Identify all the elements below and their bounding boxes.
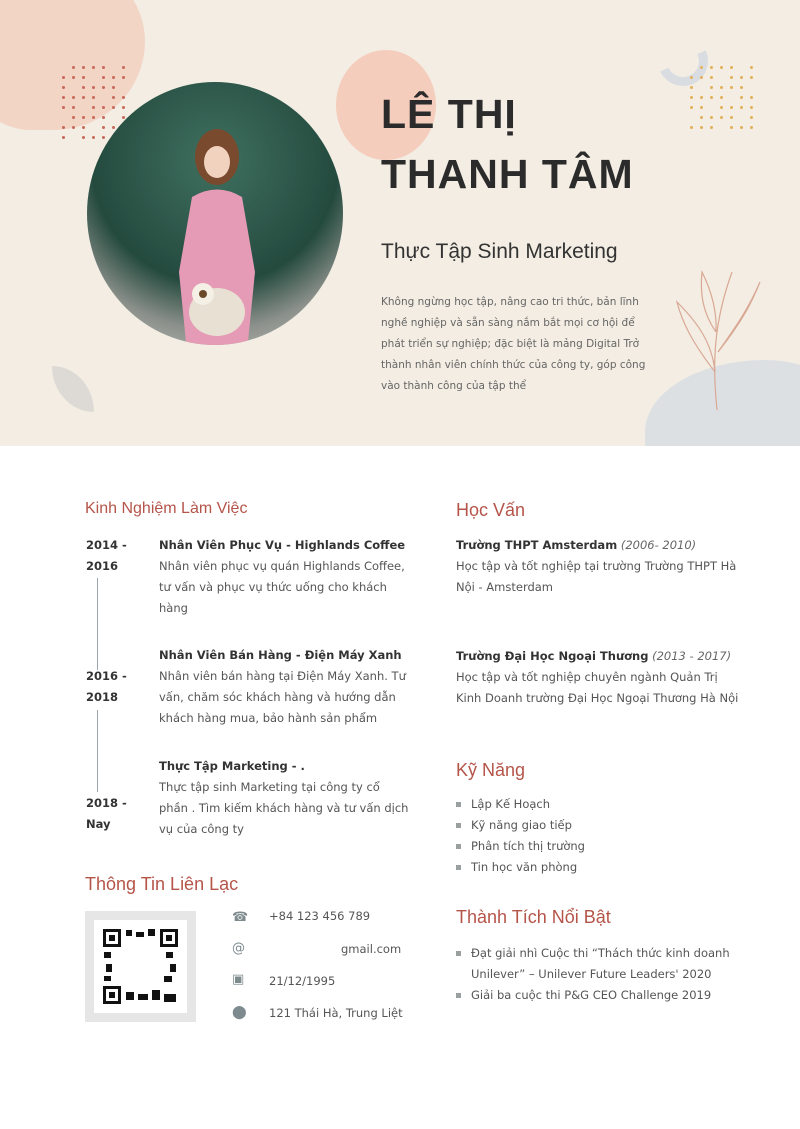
profile-photo <box>87 82 343 345</box>
decor-dot <box>750 66 753 69</box>
decor-dot <box>720 106 723 109</box>
decor-dot <box>740 76 743 79</box>
contact-dob: 21/12/1995 <box>269 974 336 988</box>
decor-dot <box>112 96 115 99</box>
decor-dot <box>72 66 75 69</box>
timeline-line <box>97 578 98 670</box>
location-pin-icon: ⬤ <box>232 1005 247 1020</box>
decor-dot <box>720 116 723 119</box>
decor-dot <box>700 86 703 89</box>
decor-dot <box>690 106 693 109</box>
decor-dot <box>92 96 95 99</box>
skills-heading: Kỹ Năng <box>456 760 526 780</box>
decor-dot <box>102 116 105 119</box>
decor-dot <box>122 86 125 89</box>
decor-dot <box>72 106 75 109</box>
decor-dot <box>720 76 723 79</box>
email-icon: @ <box>232 941 245 956</box>
decor-dot <box>700 116 703 119</box>
decor-dot <box>72 116 75 119</box>
decor-dot <box>112 86 115 89</box>
decor-dot <box>740 116 743 119</box>
phone-icon: ☎ <box>232 910 249 925</box>
decor-dot <box>62 66 65 69</box>
decor-dot <box>740 126 743 129</box>
decor-dot <box>82 126 85 129</box>
decor-dot <box>710 116 713 119</box>
decor-dot <box>82 86 85 89</box>
contact-phone: +84 123 456 789 <box>269 909 371 923</box>
name-line-1: LÊ THỊ <box>381 91 517 137</box>
decor-dot <box>92 106 95 109</box>
decor-dot <box>62 96 65 99</box>
decor-dot <box>700 126 703 129</box>
decor-dot <box>730 66 733 69</box>
decor-dot <box>112 66 115 69</box>
contact-heading: Thông Tin Liên Lạc <box>85 874 239 894</box>
decor-dot <box>740 96 743 99</box>
achievement-item: Giải ba cuộc thi P&G CEO Challenge 2019 <box>456 985 756 1006</box>
decor-dot <box>740 106 743 109</box>
person-silhouette <box>177 122 257 345</box>
decor-dot <box>72 76 75 79</box>
education-heading: Học Vấn <box>456 500 526 520</box>
contact-address: 121 Thái Hà, Trung Liệt <box>269 1006 403 1020</box>
achievements-heading: Thành Tích Nổi Bật <box>456 907 611 927</box>
decor-dot <box>720 86 723 89</box>
decor-dot <box>690 66 693 69</box>
decor-dot <box>122 106 125 109</box>
decor-dot <box>122 96 125 99</box>
decor-dot <box>710 96 713 99</box>
decor-dot <box>122 66 125 69</box>
contact-email[interactable]: gmail.com <box>341 942 402 956</box>
decor-dot <box>82 76 85 79</box>
decor-dot <box>690 116 693 119</box>
decor-dot <box>62 126 65 129</box>
decor-dot <box>82 96 85 99</box>
decor-dot <box>730 86 733 89</box>
decor-dot <box>710 86 713 89</box>
decor-dot <box>750 116 753 119</box>
career-objective: Không ngừng học tập, nâng cao tri thức, bản lĩnh nghề nghiệp và sẵn sàng nắm bắt mọi cơ hội để phát triển sự nghiệp; đặc biệt là mảng Digital Trở thành nhân viên chính thức của công ty, góp công vào thành công của tập thể <box>381 296 646 392</box>
job-entry: Nhân Viên Bán Hàng - Điện Máy Xanh Nhân viên bán hàng tại Điện Máy Xanh. Tư vấn, chăm sóc khách hàng và hướng dẫn khách hàng mua, bảo hành sản phẩm <box>159 648 406 725</box>
decor-dot <box>730 96 733 99</box>
decor-leaf-icon <box>672 262 767 412</box>
decor-dot <box>92 86 95 89</box>
decor-dot <box>92 126 95 129</box>
decor-dot <box>740 86 743 89</box>
decor-dots <box>62 66 125 139</box>
job-3-years: 2018 - Nay <box>86 796 127 831</box>
decor-dot <box>710 66 713 69</box>
education-entry: Trường THPT Amsterdam (2006- 2010) Học tập và tốt nghiệp tại trường Trường THPT Hà Nội - Amsterdam <box>456 538 737 594</box>
name-line-2: THANH TÂM <box>381 151 634 197</box>
job-1-years: 2014 - 2016 <box>86 538 127 573</box>
decor-dot <box>112 76 115 79</box>
achievements-list <box>456 943 756 1006</box>
decor-dot <box>700 96 703 99</box>
decor-dot <box>82 136 85 139</box>
achievement-item: Đạt giải nhì Cuộc thi “Thách thức kinh doanh Unilever” – Unilever Future Leaders' 2020 <box>456 943 756 985</box>
skill-item: Lập Kế Hoạch <box>456 794 585 815</box>
decor-dot <box>710 76 713 79</box>
decor-dot <box>102 76 105 79</box>
decor-dot <box>122 76 125 79</box>
qr-code[interactable] <box>85 911 196 1022</box>
decor-dot <box>112 116 115 119</box>
decor-dot <box>72 136 75 139</box>
decor-dot <box>730 76 733 79</box>
job-entry: Thực Tập Marketing - . Thực tập sinh Marketing tại công ty cổ phần . Tìm kiếm khách hàng và tư vấn dịch vụ của công ty <box>159 759 409 836</box>
decor-dot <box>102 66 105 69</box>
decor-dot <box>102 86 105 89</box>
decor-dot <box>720 126 723 129</box>
decor-dot <box>72 126 75 129</box>
candidate-name <box>381 84 634 204</box>
decor-dot <box>730 116 733 119</box>
decor-dot <box>102 106 105 109</box>
decor-dot <box>62 76 65 79</box>
decor-dot <box>740 66 743 69</box>
decor-dot <box>690 76 693 79</box>
calendar-icon: ▣ <box>232 972 245 987</box>
decor-dot <box>92 136 95 139</box>
timeline-line <box>97 710 98 792</box>
decor-dot <box>700 106 703 109</box>
qr-code-icon <box>94 920 187 1013</box>
decor-dot <box>62 86 65 89</box>
decor-dot <box>92 116 95 119</box>
header <box>0 0 800 446</box>
decor-dot <box>92 66 95 69</box>
decor-dots <box>690 66 753 129</box>
education-entry: Trường Đại Học Ngoại Thương (2013 - 2017) Học tập và tốt nghiệp chuyên ngành Quản Trị Kinh Doanh trường Đại Học Ngoại Thương Hà Nội <box>456 649 739 705</box>
decor-leaf-shape <box>52 366 94 412</box>
decor-dot <box>62 106 65 109</box>
decor-dot <box>82 66 85 69</box>
decor-dot <box>700 66 703 69</box>
decor-dot <box>102 96 105 99</box>
decor-dot <box>690 86 693 89</box>
decor-dot <box>700 76 703 79</box>
job-2-years: 2016 - 2018 <box>86 669 127 704</box>
skill-item: Phân tích thị trường <box>456 836 585 857</box>
decor-dot <box>750 86 753 89</box>
decor-dot <box>690 126 693 129</box>
decor-dot <box>102 126 105 129</box>
decor-dot <box>750 106 753 109</box>
job-title: Thực Tập Sinh Marketing <box>381 240 618 263</box>
decor-dot <box>690 96 693 99</box>
decor-dot <box>710 126 713 129</box>
skill-item: Tin học văn phòng <box>456 857 585 878</box>
decor-dot <box>102 136 105 139</box>
decor-dot <box>730 106 733 109</box>
decor-dot <box>710 106 713 109</box>
decor-dot <box>112 126 115 129</box>
decor-dot <box>720 66 723 69</box>
job-entry: Nhân Viên Phục Vụ - Highlands Coffee Nhân viên phục vụ quán Highlands Coffee, tư vấn và phục vụ thức uống cho khách hàng <box>159 538 406 615</box>
decor-dot <box>62 116 65 119</box>
decor-dot <box>82 106 85 109</box>
skills-list <box>456 794 585 878</box>
decor-dot <box>82 116 85 119</box>
decor-dot <box>72 96 75 99</box>
decor-dot <box>750 76 753 79</box>
decor-dot <box>730 126 733 129</box>
decor-dot <box>72 86 75 89</box>
decor-dot <box>112 106 115 109</box>
skill-item: Kỹ năng giao tiếp <box>456 815 585 836</box>
decor-dot <box>750 126 753 129</box>
decor-dot <box>750 96 753 99</box>
decor-dot <box>92 76 95 79</box>
decor-dot <box>720 96 723 99</box>
decor-dot <box>62 136 65 139</box>
experience-heading: Kinh Nghiệm Làm Việc <box>85 500 248 517</box>
